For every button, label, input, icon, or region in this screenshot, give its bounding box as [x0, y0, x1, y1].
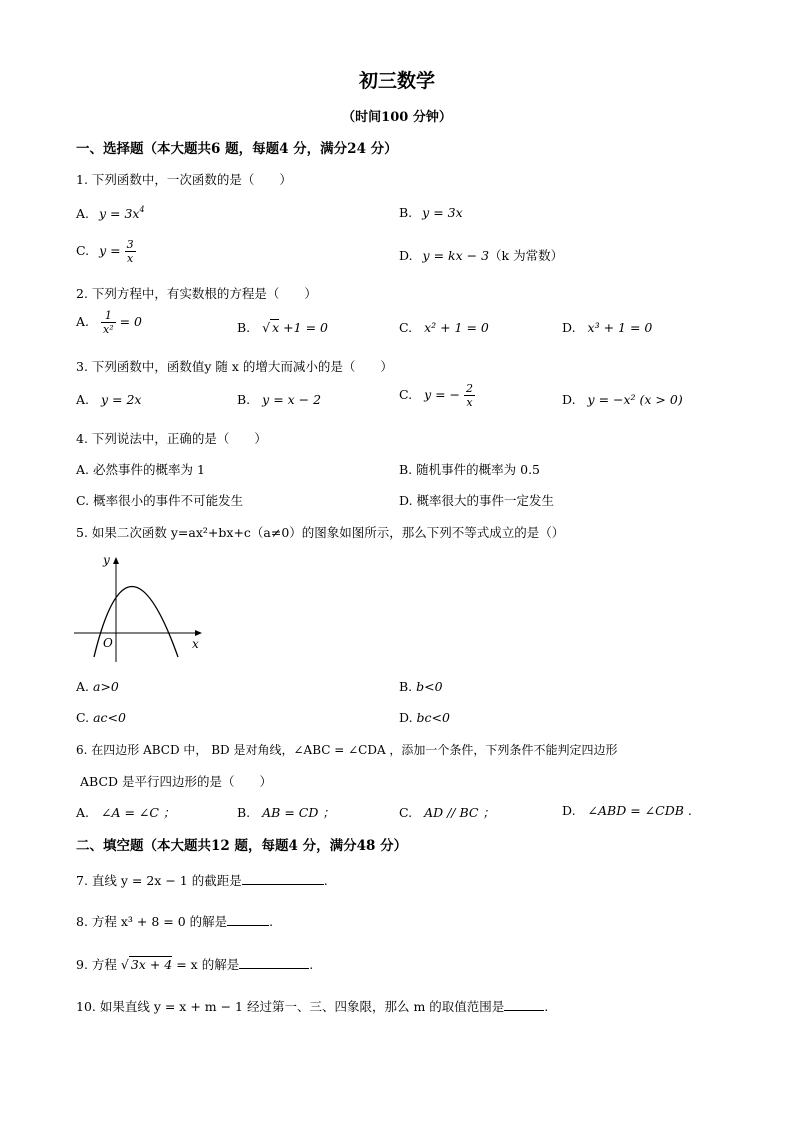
option-label: A.	[76, 805, 90, 820]
option-note: （k 为常数）	[489, 248, 564, 263]
question-1-option-a	[76, 205, 145, 221]
option-text: 概率很大的事件一定发生	[416, 493, 555, 508]
question-6-option-d	[562, 803, 692, 818]
option-text: b<0	[416, 679, 443, 694]
option-label: D.	[399, 493, 413, 508]
question-1-option-b	[399, 205, 463, 220]
question-end: .	[309, 957, 314, 972]
y-axis-label: y	[103, 553, 110, 567]
option-label: B.	[399, 205, 413, 220]
answer-blank[interactable]	[239, 968, 309, 969]
question-2-option-b	[237, 320, 328, 335]
y-axis-arrow	[113, 557, 119, 564]
fraction	[101, 309, 116, 336]
question-6-option-c	[399, 803, 495, 821]
question-text-mid: = x 的解是	[176, 957, 240, 972]
denominator: x²	[103, 323, 114, 336]
option-label: B.	[237, 320, 251, 335]
option-label: A.	[76, 392, 90, 407]
x-axis-label: x	[192, 637, 199, 651]
option-label: D.	[399, 248, 413, 263]
expr-text: y = 3x	[99, 206, 140, 221]
question-4-stem: 4. 下列说法中，正确的是（ ）	[76, 431, 267, 446]
answer-blank[interactable]	[227, 925, 269, 926]
question-8	[76, 912, 273, 930]
numerator: 3	[126, 238, 134, 251]
question-end: .	[323, 873, 328, 888]
option-text: a>0	[93, 679, 119, 694]
question-2-option-a	[76, 309, 142, 336]
expr-prefix: y =	[99, 243, 121, 258]
option-label: B.	[399, 679, 413, 694]
option-text: 随机事件的概率为 0.5	[416, 462, 541, 477]
option-expression: AB = CD ；	[262, 805, 335, 820]
question-4-option-a	[76, 460, 205, 478]
question-4-option-d	[399, 491, 554, 509]
question-1-stem: 1. 下列函数中，一次函数的是（ ）	[76, 172, 292, 187]
option-label: A.	[76, 679, 90, 694]
page-title: 初三数学	[358, 70, 435, 92]
origin-label: O	[103, 636, 113, 650]
option-label: B.	[399, 462, 413, 477]
question-3-stem: 3. 下列函数中，函数值y 随 x 的增大而减小的是（ ）	[76, 359, 393, 374]
sqrt-sign: √	[120, 957, 129, 972]
option-expression: y = 2x	[101, 392, 142, 407]
question-5-stem: 5. 如果二次函数 y=ax²+bx+c（a≠0）的图象如图所示，那么下列不等式成立的是（）	[76, 525, 565, 540]
option-expression: y = 3x	[422, 205, 463, 220]
question-6-stem-line-1: 6. 在四边形 ABCD 中， BD 是对角线，∠ABC = ∠CDA ，添加一个条件，下列条件不能判定四边形	[76, 743, 618, 757]
denominator: x	[466, 396, 473, 409]
question-6-option-b	[237, 803, 335, 821]
radicand: x	[272, 320, 280, 335]
option-label: B.	[237, 805, 251, 820]
radicand: 3x + 4	[130, 957, 173, 972]
option-label: D.	[562, 803, 576, 818]
option-label: C.	[399, 805, 413, 820]
question-3-option-c	[399, 382, 475, 409]
option-label: C.	[76, 493, 90, 508]
question-3-option-d	[562, 392, 683, 407]
page-subtitle: （时间100 分钟）	[342, 110, 452, 125]
option-label: C.	[76, 710, 90, 725]
option-expression: y = x − 2	[262, 392, 322, 407]
option-expression: ∠A = ∠C ；	[101, 805, 176, 820]
question-5-option-c	[76, 710, 126, 725]
fraction	[464, 382, 475, 409]
option-expression: y = −x² (x > 0)	[587, 392, 683, 407]
question-end: .	[269, 914, 274, 929]
x-axis-arrow	[195, 630, 202, 636]
option-label: D.	[399, 710, 413, 725]
answer-blank[interactable]	[504, 1010, 544, 1011]
option-text: 概率很小的事件不可能发生	[93, 493, 244, 508]
question-6-option-a	[76, 803, 175, 821]
question-2-stem: 2. 下列方程中，有实数根的方程是（ ）	[76, 286, 317, 301]
option-expression: x³ + 1 = 0	[587, 320, 653, 335]
option-label: D.	[562, 392, 576, 407]
option-label: C.	[399, 320, 413, 335]
sqrt-sign: √	[262, 320, 271, 335]
question-5-option-a	[76, 679, 119, 694]
option-text: 必然事件的概率为 1	[93, 462, 205, 477]
denominator: x	[126, 252, 134, 265]
option-expression: x² + 1 = 0	[424, 320, 489, 335]
question-9	[76, 955, 313, 973]
question-text: 9. 方程	[76, 957, 117, 972]
question-5-option-d	[399, 710, 450, 725]
question-1-option-d	[399, 246, 563, 264]
question-2-option-c	[399, 320, 489, 335]
question-5-option-b	[399, 679, 443, 694]
expr-suffix: = 0	[119, 314, 143, 329]
option-label: A.	[76, 314, 90, 329]
question-4-option-c	[76, 491, 243, 509]
question-text: 7. 直线 y = 2x − 1 的截距是	[76, 873, 242, 888]
exponent: 4	[139, 205, 145, 214]
parabola-graph	[70, 550, 210, 666]
option-text: bc<0	[416, 710, 450, 725]
option-label: C.	[76, 243, 90, 258]
question-6-stem-line-2: ABCD 是平行四边形的是（ ）	[80, 774, 273, 789]
option-expression: AD // BC ；	[424, 805, 495, 820]
question-10	[76, 997, 548, 1015]
expr-prefix: y = −	[424, 387, 461, 402]
question-text: 10. 如果直线 y = x + m − 1 经过第一、三、四象限，那么 m 的取值范围是	[76, 999, 505, 1014]
section-heading-fill-in: 二、填空题（本大题共12 题，每题4 分，满分48 分）	[76, 838, 408, 854]
question-1-option-c	[76, 238, 136, 265]
fraction	[125, 238, 136, 265]
option-expression: y = kx − 3	[422, 248, 490, 263]
option-expression: ∠ABD = ∠CDB .	[587, 803, 692, 818]
question-2-option-d	[562, 320, 652, 335]
option-label: B.	[237, 392, 251, 407]
question-end: .	[544, 999, 549, 1014]
option-label: A.	[76, 206, 90, 221]
numerator: 2	[466, 382, 474, 395]
option-text: ac<0	[93, 710, 126, 725]
expr-suffix: +1 = 0	[283, 320, 328, 335]
section-heading-multiple-choice: 一、选择题（本大题共6 题，每题4 分，满分24 分）	[76, 141, 398, 157]
answer-blank[interactable]	[242, 884, 324, 885]
numerator: 1	[101, 309, 116, 323]
option-label: D.	[562, 320, 576, 335]
question-3-option-a	[76, 392, 142, 407]
question-4-option-b	[399, 460, 540, 478]
option-label: C.	[399, 387, 413, 402]
question-7	[76, 871, 328, 889]
question-text: 8. 方程 x³ + 8 = 0 的解是	[76, 914, 228, 929]
question-3-option-b	[237, 392, 321, 407]
option-expression	[99, 206, 145, 221]
option-label: A.	[76, 462, 90, 477]
